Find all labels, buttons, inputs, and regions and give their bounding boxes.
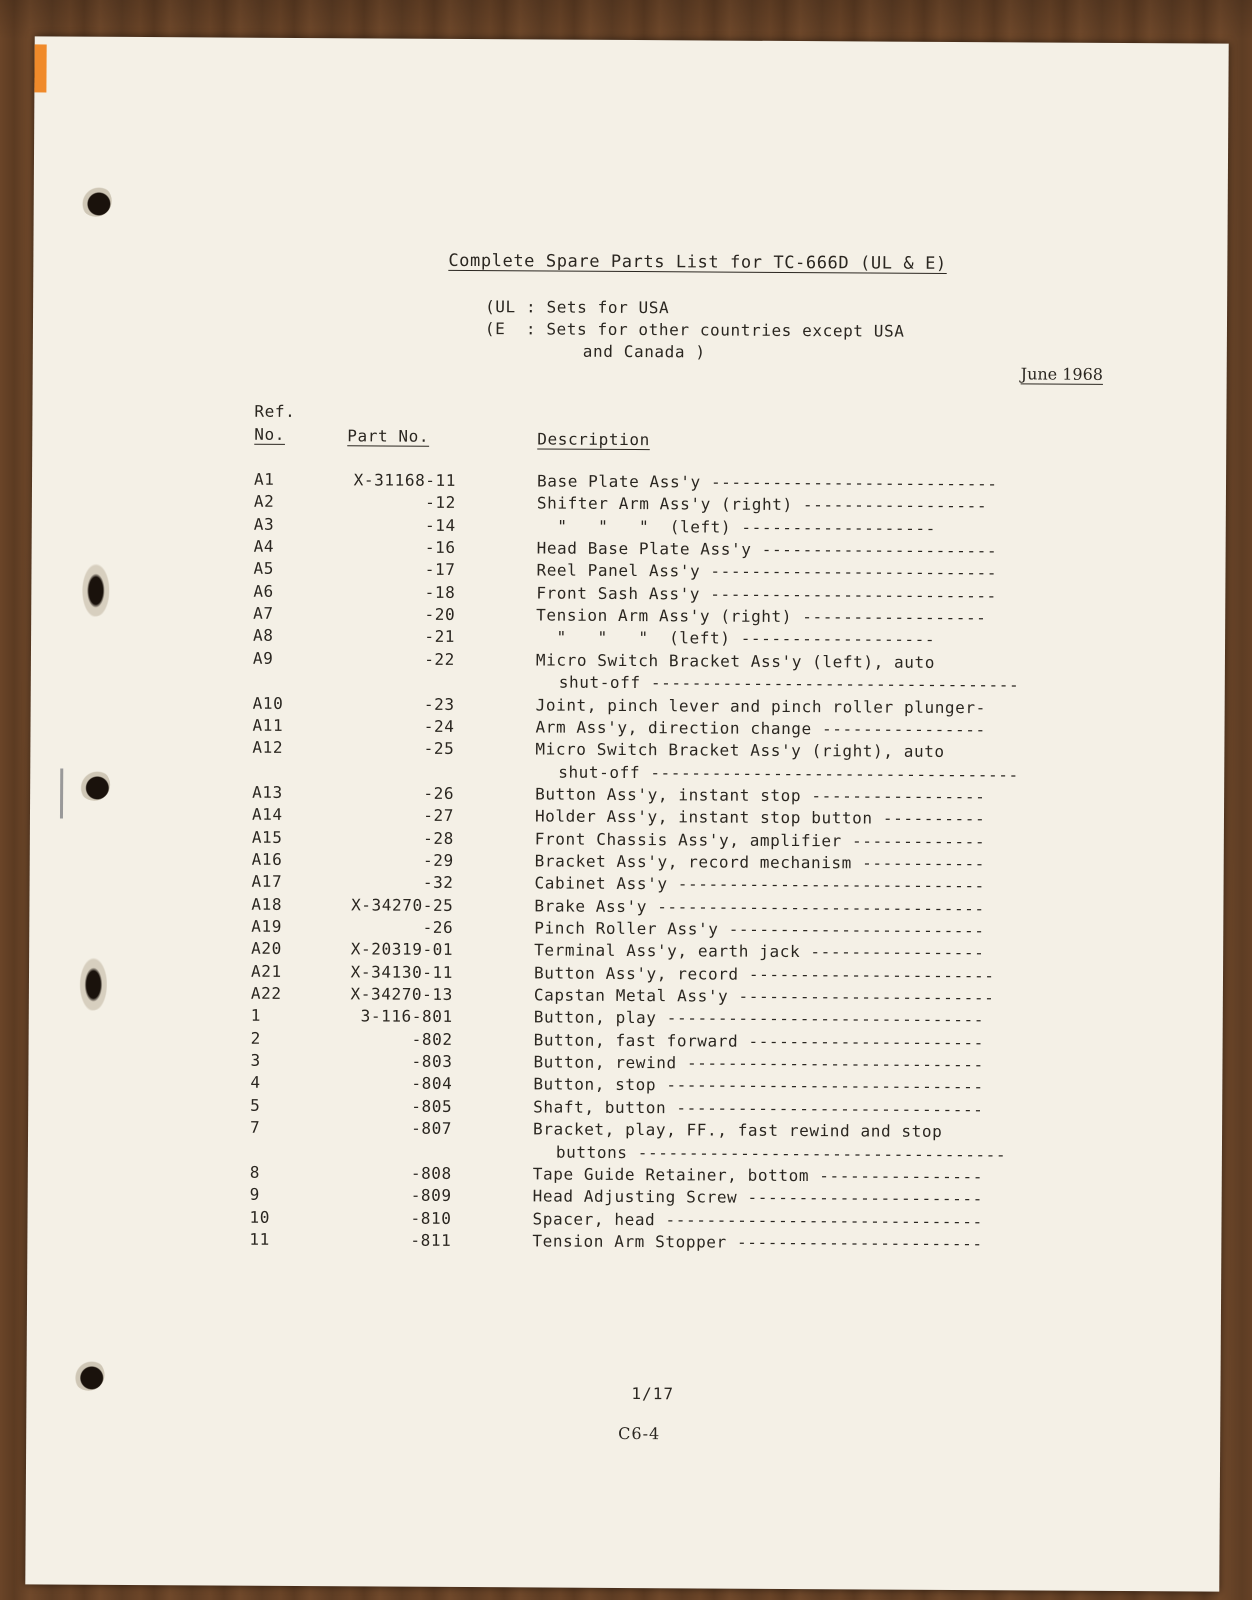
document-content	[25, 36, 1228, 1591]
ref-number: A8	[253, 626, 274, 646]
ref-number: 5	[250, 1095, 261, 1115]
part-description: Front Chassis Ass'y, amplifier -------------	[534, 829, 986, 851]
part-number: 3-116-801	[360, 1006, 453, 1027]
ref-number: A4	[253, 536, 275, 556]
part-number	[295, 671, 455, 672]
ref-number: 11	[249, 1229, 270, 1249]
note-line: (UL : Sets for USA	[485, 297, 670, 318]
ref-number: A19	[251, 916, 283, 936]
note-line: and Canada )	[582, 341, 706, 362]
page-title: Complete Spare Parts List for TC-666D (UL & E)	[448, 250, 947, 274]
part-description: Micro Switch Bracket Ass'y (left), auto	[535, 650, 936, 672]
ref-number: A15	[251, 827, 283, 847]
part-description: Shifter Arm Ass'y (right) ------------------	[536, 493, 988, 516]
part-number: -25	[423, 738, 455, 759]
ref-number: A16	[251, 849, 283, 869]
part-description: Shaft, button ------------------------------	[533, 1097, 984, 1119]
ref-number: A20	[251, 939, 282, 959]
part-description: Head Base Plate Ass'y -----------------------	[536, 538, 998, 561]
part-description: Capstan Metal Ass'y -------------------------	[533, 985, 995, 1008]
part-number: -14	[425, 515, 456, 535]
part-number: -804	[411, 1074, 453, 1094]
part-number: X-34270-25	[351, 894, 454, 915]
ref-number: A14	[251, 804, 283, 825]
part-number: -23	[423, 694, 455, 714]
ref-number: A6	[253, 581, 274, 601]
ref-number: 8	[249, 1162, 261, 1182]
ref-number: A21	[250, 961, 282, 981]
part-description: Button Ass'y, instant stop -----------------	[535, 784, 986, 807]
ref-number: A22	[250, 983, 282, 1003]
ref-number: A7	[253, 603, 274, 623]
part-description: Button, rewind -----------------------------	[533, 1052, 984, 1075]
part-number: -28	[423, 828, 454, 848]
part-number: -802	[411, 1029, 453, 1049]
part-number: -24	[423, 716, 455, 736]
part-number: -29	[422, 850, 454, 870]
part-description: shut-off ------------------------------------	[558, 762, 1019, 784]
part-number: -805	[411, 1096, 453, 1116]
ref-number: A2	[253, 492, 275, 512]
part-description: Spacer, head -------------------------------	[532, 1208, 983, 1231]
part-description: Joint, pinch lever and pinch roller plunger-	[535, 694, 986, 717]
part-number: -803	[411, 1051, 453, 1072]
ref-number: 1	[250, 1006, 262, 1026]
ref-number: A5	[253, 559, 275, 579]
part-number: -807	[411, 1118, 453, 1139]
ref-number: A17	[251, 872, 283, 892]
part-number: -21	[424, 627, 456, 647]
part-description: Base Plate Ass'y ----------------------------	[536, 471, 998, 494]
part-description: Button, stop -------------------------------	[533, 1074, 984, 1097]
document-page	[25, 36, 1228, 1591]
part-number: -16	[424, 537, 456, 557]
part-description: shut-off ------------------------------------	[558, 672, 1020, 695]
ref-number: A18	[251, 894, 283, 914]
part-number: -808	[410, 1163, 452, 1183]
part-description: Bracket, play, FF., fast rewind and stop	[533, 1119, 943, 1142]
ref-number: A1	[253, 469, 275, 489]
part-description: Button, fast forward -----------------------	[533, 1030, 984, 1052]
part-description: Arm Ass'y, direction change ----------------	[535, 717, 986, 740]
ref-number: 3	[250, 1050, 261, 1070]
part-description: Head Adjusting Screw -----------------------	[532, 1186, 983, 1209]
part-description: Bracket Ass'y, record mechanism ------------	[534, 851, 986, 874]
note-line: (E : Sets for other countries except USA	[484, 319, 905, 341]
description-header: Description	[537, 429, 650, 450]
part-description: Tape Guide Retainer, bottom ----------------	[532, 1164, 984, 1187]
ref-number: 10	[249, 1207, 271, 1227]
part-description: Micro Switch Bracket Ass'y (right), auto	[535, 739, 945, 762]
ref-number: 2	[250, 1028, 261, 1048]
ref-number: 4	[250, 1073, 261, 1093]
document-date: June 1968	[1020, 364, 1104, 384]
ref-header: Ref. No.	[254, 401, 296, 444]
part-number: X-34270-13	[350, 984, 453, 1004]
part-number: X-31168-11	[353, 470, 457, 490]
ref-number: 9	[249, 1184, 260, 1204]
part-description: Tension Arm Stopper ------------------------	[532, 1231, 983, 1254]
part-number: -809	[410, 1185, 452, 1206]
ref-number: A13	[252, 782, 283, 802]
part-number: -810	[410, 1208, 452, 1228]
part-number: -26	[423, 783, 455, 803]
part-number: X-34130-11	[350, 962, 454, 982]
part-description: Brake Ass'y --------------------------------	[534, 896, 985, 918]
part-description: Button Ass'y, record ------------------------	[533, 963, 995, 985]
part-number: -26	[422, 917, 454, 937]
part-number: -12	[425, 493, 456, 513]
part-description: Pinch Roller Ass'y -------------------------	[534, 918, 985, 941]
ref-number: A12	[252, 737, 284, 758]
part-number: -32	[422, 873, 454, 893]
document-code: C6-4	[618, 1423, 661, 1444]
part-number: -22	[424, 649, 456, 669]
part-description: " " " (left) -------------------	[536, 516, 936, 538]
part-description: buttons ------------------------------------	[555, 1142, 1007, 1164]
part-description: Cabinet Ass'y ------------------------------	[534, 873, 985, 896]
part-description: Holder Ass'y, instant stop button ----------	[534, 806, 986, 829]
part-number	[294, 761, 454, 762]
ref-number: A3	[253, 514, 275, 534]
part-header: Part No.	[347, 426, 430, 446]
ref-number: A9	[252, 648, 274, 668]
part-number	[292, 1140, 452, 1141]
part-description: Reel Panel Ass'y ----------------------------	[536, 560, 998, 583]
ref-number: A11	[252, 715, 284, 735]
part-number: -18	[424, 582, 456, 602]
ref-number: 7	[250, 1117, 261, 1137]
part-number: -27	[423, 806, 455, 826]
part-number: -20	[424, 604, 456, 625]
part-description: Front Sash Ass'y ----------------------------	[536, 583, 997, 606]
part-description: Button, play -------------------------------	[533, 1007, 985, 1030]
part-number: -811	[410, 1230, 452, 1250]
part-number: -17	[424, 560, 456, 580]
part-description: Tension Arm Ass'y (right) ------------------	[536, 605, 987, 628]
part-description: " " " (left) -------------------	[536, 627, 936, 650]
ref-number: A10	[252, 693, 284, 713]
page-number: 1/17	[631, 1384, 675, 1404]
part-description: Terminal Ass'y, earth jack -----------------	[534, 940, 985, 963]
part-number: X-20319-01	[350, 939, 454, 960]
